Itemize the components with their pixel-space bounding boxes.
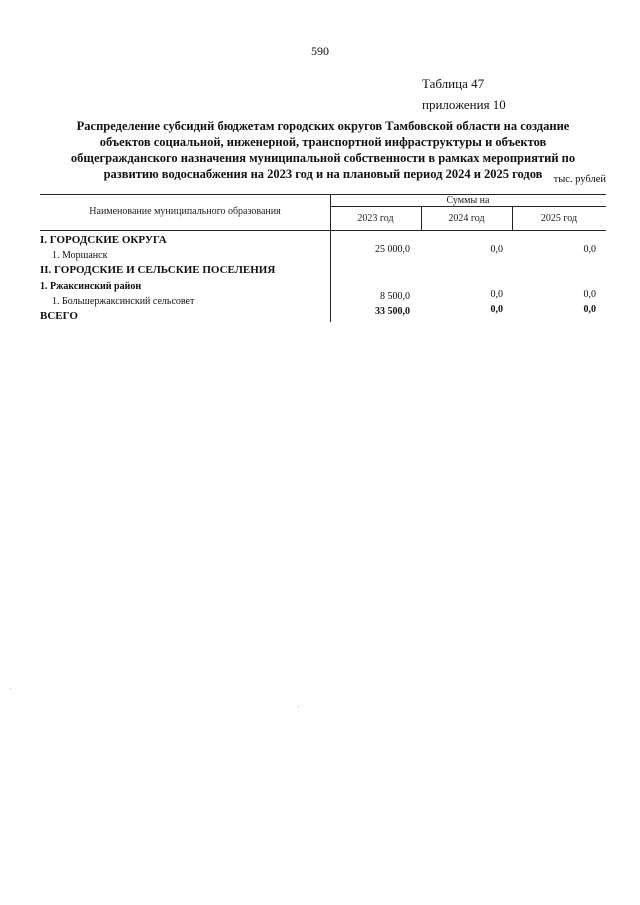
year-header-2023: 2023 год bbox=[357, 213, 394, 224]
section-heading: I. ГОРОДСКИЕ ОКРУГА bbox=[40, 234, 167, 246]
value-2025: 0,0 bbox=[583, 244, 596, 255]
value-2023: 25 000,0 bbox=[375, 244, 410, 255]
value-2023: 8 500,0 bbox=[380, 291, 410, 302]
scan-speck bbox=[10, 688, 11, 689]
value-2025: 0,0 bbox=[583, 289, 596, 300]
value-2024: 0,0 bbox=[490, 289, 503, 300]
sums-header: Суммы на bbox=[446, 195, 490, 206]
scan-speck bbox=[298, 706, 299, 707]
total-label: ВСЕГО bbox=[40, 310, 78, 322]
total-2024: 0,0 bbox=[490, 304, 503, 315]
district-heading: 1. Ржаксинский район bbox=[40, 281, 142, 292]
sums-subheader-rule bbox=[330, 206, 606, 207]
table-label: Таблица 47 bbox=[422, 76, 485, 91]
title-line: объектов социальной, инженерной, транспортной инфраструктуры и объектов bbox=[99, 135, 547, 149]
title-line: развитию водоснабжения на 2023 год и на плановый период 2024 и 2025 годов bbox=[103, 167, 543, 181]
year-header-2025: 2025 год bbox=[540, 213, 578, 224]
page-number: 590 bbox=[311, 44, 329, 58]
document-title bbox=[40, 118, 606, 182]
section-heading: II. ГОРОДСКИЕ И СЕЛЬСКИЕ ПОСЕЛЕНИЯ bbox=[40, 264, 276, 276]
title-line: Распределение субсидий бюджетам городских округов Тамбовской области на создание bbox=[76, 119, 570, 133]
name-column-header: Наименование муниципального образования bbox=[89, 206, 281, 217]
total-2023: 33 500,0 bbox=[375, 306, 410, 317]
units-label: тыс. рублей bbox=[553, 174, 606, 185]
header-bottom-rule bbox=[40, 230, 606, 231]
value-2024: 0,0 bbox=[490, 244, 503, 255]
row-label: 1. Моршанск bbox=[52, 250, 108, 261]
appendix-label: приложения 10 bbox=[422, 97, 506, 112]
title-line: общегражданского назначения муниципальной собственности в рамках мероприятий по bbox=[70, 151, 576, 165]
row-label: 1. Большержаксинский сельсовет bbox=[52, 296, 195, 307]
year-header-2024: 2024 год bbox=[448, 213, 485, 224]
total-2025: 0,0 bbox=[583, 304, 596, 315]
